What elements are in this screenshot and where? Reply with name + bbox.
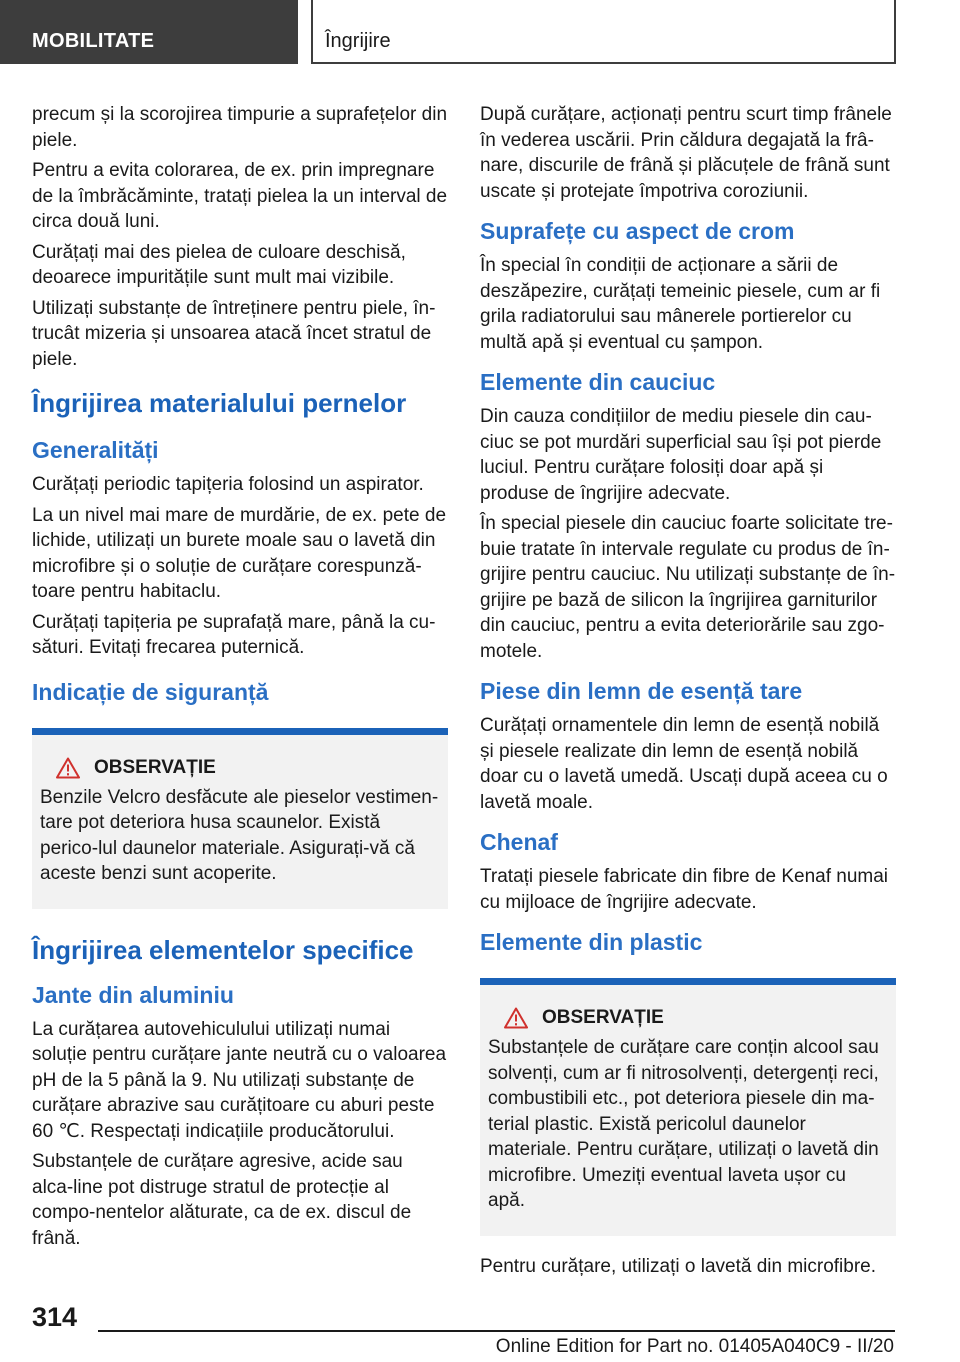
paragraph: La un nivel mai mare de murdărie, de ex. pete de lichide, utilizați un burete moale sau o lavetă din microfibre și o soluție de curățare corespunză-toare pentru habitaclu. (32, 504, 447, 602)
notice-box (32, 728, 448, 909)
paragraph: În special piesele din cauciuc foarte solicitate tre-buie tratate în intervale regulate cu produs de în-grijire pentru cauciuc. Nu utilizați substanțe de în-grijire pe bază de silicon la îngrijirea garniturilor din cauciuc, pentru a evita deteriorările sau zgo-motele. (480, 513, 896, 662)
paragraph: Pentru a evita colorarea, de ex. prin impregnare de la îmbrăcăminte, tratați pielea la un interval de circa două luni. (32, 160, 448, 232)
paragraph: Substanțele de curățare agresive, acide sau alca-line pot distruge stratul de protecție al compo-nentelor alăturate, ca de ex. discul de frână. (32, 1151, 412, 1249)
paragraph: După curățare, acționați pentru scurt timp frânele în vederea uscării. Prin căldura degajată la frâ-nare, discurile de frână și plăcuțele de frână sunt uscate și protejate împotriva coroziunii. (480, 104, 892, 202)
warning-icon (56, 757, 80, 779)
paragraph: Curățați periodic tapițeria folosind un aspirator. (32, 474, 424, 495)
subsection-heading-chenaf: Chenaf (480, 829, 558, 855)
notice-text: Benzile Velcro desfăcute ale pieselor vestimen-tare pot deteriora husa scaunelor. Există perico-lul daunelor materiale. Asigurați-vă că aceste benzi sunt acoperite. (40, 786, 439, 884)
subsection-heading-indicatie: Indicație de siguranță (32, 678, 269, 705)
paragraph: Tratați piesele fabricate din fibre de Kenaf numai cu mijloace de îngrijire adecvate. (480, 866, 889, 913)
notice-header (40, 757, 440, 779)
paragraph: Utilizați substanțe de întreținere pentru piele, în-trucât mizeria și unsoarea atacă încet stratul de piele. (32, 297, 436, 370)
page-number: 314 (32, 1302, 78, 1332)
notice-header (488, 1007, 888, 1029)
paragraph: Curățați tapițeria pe suprafață mare, până la cu-sături. Evitați frecarea puternică. (32, 611, 436, 658)
section-heading-pernelor: Îngrijirea materialului pernelor (32, 388, 407, 418)
chapter-tab (311, 0, 896, 64)
notice-title: OBSERVAȚIE (542, 1007, 664, 1028)
paragraph: Pentru curățare, utilizați o lavetă din microfibre. (480, 1255, 877, 1277)
chapter-title: Îngrijire (325, 30, 391, 52)
paragraph: Din cauza condițiilor de mediu piesele din cau-ciuc se pot murdări superficial sau își pot pierde luciul. Pentru curățare folosiți doar apă și produse de îngrijire adecvate. (480, 406, 882, 504)
subsection-heading-generalitati: Generalități (32, 437, 159, 463)
subsection-heading-crom: Suprafețe cu aspect de crom (480, 218, 795, 244)
notice-title: OBSERVAȚIE (94, 756, 216, 778)
paragraph: Curățați ornamentele din lemn de esență nobilă și piesele realizate din lemn de esență nobilă doar cu o lavetă umedă. Uscați după aceea cu o lavetă moale. (480, 715, 888, 813)
footer-edition: Online Edition for Part no. 01405A040C9 - II/20 (495, 1336, 894, 1357)
left-column (32, 102, 448, 1256)
notice-box (480, 978, 896, 1236)
paragraph: La curățarea autovehiculului utilizați numai soluție pentru curățare jante neutră cu o valoarea pH de la 5 până la 9. Nu utilizați substanțe de curățare abrazive sau curățitoare cu aburi peste 60 ℃. Respectați indicațiile producătorului. (32, 1018, 447, 1142)
section-title: MOBILITATE (32, 30, 155, 52)
subsection-heading-lemn: Piese din lemn de esență tare (480, 678, 803, 704)
paragraph: Curățați mai des pielea de culoare deschisă, deoarece impuritățile sunt mult mai vizibile. (32, 241, 406, 288)
subsection-heading-cauciuc: Elemente din cauciuc (480, 369, 716, 395)
subsection-heading-plastic: Elemente din plastic (480, 929, 703, 955)
subsection-heading-jante: Jante din aluminiu (32, 981, 234, 1008)
warning-icon (504, 1007, 528, 1029)
section-heading-specifice: Îngrijirea elementelor specifice (32, 934, 414, 965)
right-column (480, 102, 896, 1284)
section-tab (0, 0, 298, 64)
notice-text: Substanțele de curățare care conțin alcool sau solvenți, cum ar fi nitrosolvenți, detergenți reci, combustibili etc., pot deteriora piesele din ma-terial plastic. Există pericolul daunelor materiale. Pentru curățare, utilizați o lavetă din microfibre. Umeziți eventual laveta ușor cu apă. (488, 1037, 879, 1211)
paragraph: În special în condiții de acționare a sării de deszăpezire, curățați temeinic piesele, cum ar fi grila radiatorului sau mânerele portierelor cu multă apă și eventual cu șampon. (480, 255, 881, 353)
paragraph: precum și la scorojirea timpurie a suprafețelor din piele. (32, 104, 448, 151)
footer-divider (98, 1330, 895, 1332)
